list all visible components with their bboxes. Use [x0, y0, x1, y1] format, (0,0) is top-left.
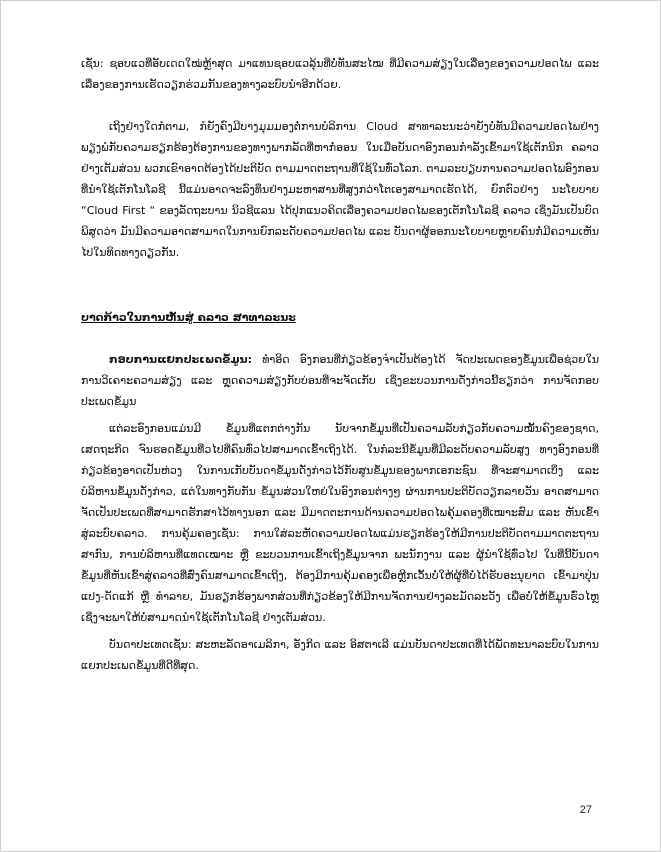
paragraph-country-examples: ບັນດາປະເທດເຊັ່ນ: ສະຫະລັດອາເມລິກາ, ອັງກິດ ແລະ ອິສຕາເລີ ແມ່ນບັນດາປະເທດທີ່ໄດ້ພັດທະນາລະບົບໃນການແຍກປະເພດຂໍ້ມູນທີ່ດີທີ່ສຸດ. — [81, 638, 599, 672]
data-classification-lead: ກອບການແຍກປະເພດຂໍ້ມູນ: — [109, 353, 252, 366]
paragraph-cloud-security-views: ເຖິງຢ່າງໃດກໍຕາມ, ກໍຍັງຄົງມີບາງມຸມມອງຕໍ່ການບໍລິການ Cloud ສາທາລະນະວ່າຍັງບໍ່ທັນມີຄວາມປອດໄພຢ່າງພຽງພໍກັບຄວາມຮຽກຮ້ອງຕ້ອງການຂອງທາງພາກລັດທີ່ຫາກໍ່ອອນ ໃນເມື່ອບັນດາອົງກອນກຳລັງເຂົ້າມາໃຊ້ເຕັກນິກ ຄລາວ ຢ່າງເຕັມສ່ວນ ພວກເຂົາອາດຕ້ອງໄດ້ປະຕິບັດ ຕາມມາດຕະຖານທີ່ໃຊ້ໃນທົ່ວໂລກ. ຕາມລະບຽບການຄວາມປອດໄພອົງກອນທີ່ນຳໃຊ້ເຕັກໂນໂລຊີ ນີ້ແມ່ນອາດຈະລົງທຶນຢ່າງມະຫາສານທີ່ສູງກວ່າໂຕເອງສາມາດເຮັດໄດ້, ຍົກຕົວຢ່າງ ນະໂຍບາຍ “Cloud First “ ຂອງລັດຖະບານ ນິວຊີແລນ ໄດ້ປຸກແນວຄິດເລື່ອງຄວາມປອດໄພຂອງເຕັກໂນໂລຊີ ຄລາວ ເຊິ່ງມັນເປັນບົດພິສູດວ່າ ມັນມີຄວາມອາດສາມາດໃນການຍົກລະດັບຄວາມປອດໄພ ແລະ ບັນດາຜູ້ອອກນະໂຍບາຍຫຼາຍຄົນກໍ່ມີຄວາມເຫັນໄປໃນທິດທາງດຽວກັນ. — [81, 120, 599, 259]
paragraph-data-classification — [81, 349, 599, 412]
page-body — [81, 53, 599, 676]
paragraph-organization-data: ແຕ່ລະອົງກອນແມ່ນມີ ຂໍ້ມູນທີ່ແຕກຕ່າງກັນ ນັບຈາກຂໍ້ມູນທີ່ເປັນຄວາມລັບກ່ຽວກັບຄວາມໝັ້ນຄົງຂອງຊາດ, ເສດຖະກິດ ຈົນຮອດຂໍ້ມູນທີ່ວໄປທີ່ຄົນທົ່ວໄປສາມາດເຂົ້າເຖິງໄດ້. ໃນກໍລະນີຂໍ້ມູນທີ່ມີລະດັບຄວາມລັບສູງ ທາງອົງກອນທີ່ກ່ຽວຂ້ອງອາດເປັນຫ່ວງ ໃນການເກັບບັນດາຂໍ້ມູນດັ່ງກ່າວໄວ້ກັບສູນຂໍ້ມູນຂອງພາກເອກະຊົນ ທີ່ຈະສາມາດເບິ່ງ ແລະ ບໍລິຫານຂໍ້ມູນດັ່ງກ່າວ, ແຕ່ໃນທາງກັບກັນ ຂໍ້ມູນສ່ວນໃຫຍ່ໃນອົງກອນຕ່າງໆ ຜ່ານການປະຕິບັດວຽກລາຍວັນ ອາດສາມາດຈັດເປັນປະເພດທີ່ສາມາດຮັກສາໄວ້ທາງນອກ ແລະ ມີມາດຕະການດ້ານຄວາມປອດໄພຄຸ້ມຄອງທີ່ເໝາະສົມ ແລະ ຫັນເຂົ້າສູ່ລະບົບຄລາວ. ການຄຸ້ມຄອງເຊັ່ນ: ການໃສ່ລະຫັດຄວາມປອດໄພແມ່ນຮຽກຮ້ອງໃຫ້ມີການປະຕິບັດຕາມມາດຕະຖານສາກົນ, ການບໍລິຫານທີ່ແທດເໝາະ ຫຼື ຂະບວນການເຂົ້າເຖິງຂໍ້ມູນຈາກ ພະນັກງານ ແລະ ຜູ້ນຳໃຊ້ທົ່ວໄປ ໃນທີ່ນີ້ບັນດາຂໍ້ມູນທີ່ຫັນເຂົ້າສູ່ຄລາວທີ່ສົ່ງຄົນສາມາດເຂົ້າເຖິງ, ຕ້ອງມີການຄຸ້ມຄອງເພື່ອຫຼີກເວັ້ນບໍ່ໃຫ້ຜູ້ທີ່ບໍ່ໄດ້ຮັບອະນຸຍາດ ເຂົ້າມາປຸ່ນແປງ-ດັດແກ້ ຫຼື ທຳລາຍ, ມັນຮຽກຮ້ອງພາກສ່ວນທີ່ກ່ຽວຂ້ອງໃຫ້ມີການຈັດການຢ່າງລະມັດລະວັງ ເພື່ອບໍ່ໃຫ້ຂໍ້ມູນຮົ່ວໄຫຼ ເຊິ່ງຈະພາໃຫ້ບໍ່ສາມາດນຳໃຊ້ເຕັກໂນໂລຊີ ຢ່າງເຕັມສ່ວນ. — [81, 422, 599, 624]
section-heading-wrap — [81, 307, 599, 328]
paragraph-intro-continuation: ເຊັ່ນ: ຊອບແວທີ່ອັບເດດໃໝ່ຫຼ້າສຸດ ມາແທນຊອບແວລຸ້ນທີ່ບໍ່ທັນສະໄໝ ທີ່ມີຄວາມສ່ຽງໃນເລື່ອງຂອງຄວາມປອດໄພ ແລະ ເລື່ອງຂອງການເຮັດວຽກຮ່ວມກັນຂອງທາງລະບົບນຳອີກດ້ວຍ. — [81, 57, 599, 91]
page-number: 27 — [579, 804, 592, 816]
data-classification-text: ທຳອິດ ອົງກອນທີ່ກ່ຽວຂ້ອງຈຳເປັນຕ້ອງໄດ້ ຈັດປະເພດຂອງຂໍ້ມູນເພື່ອຊ່ວຍໃນການວິເຄາະຄວາມສ່ຽງ ແລະ ຫຼຸດຄວາມສ່ຽງກັບບ່ອນທີ່ຈະຈັດເກັບ ເຊິ່ງຂະບວນການດັ່ງກ່າວນີ້ຮຽກວ່າ ການຈັດກອບປະເພດຂໍ້ມູນ — [81, 353, 599, 408]
section-heading: ບາດກ້າວໃນການຫັນສູ່ ຄລາວ ສາທາລະນະ — [81, 311, 296, 324]
